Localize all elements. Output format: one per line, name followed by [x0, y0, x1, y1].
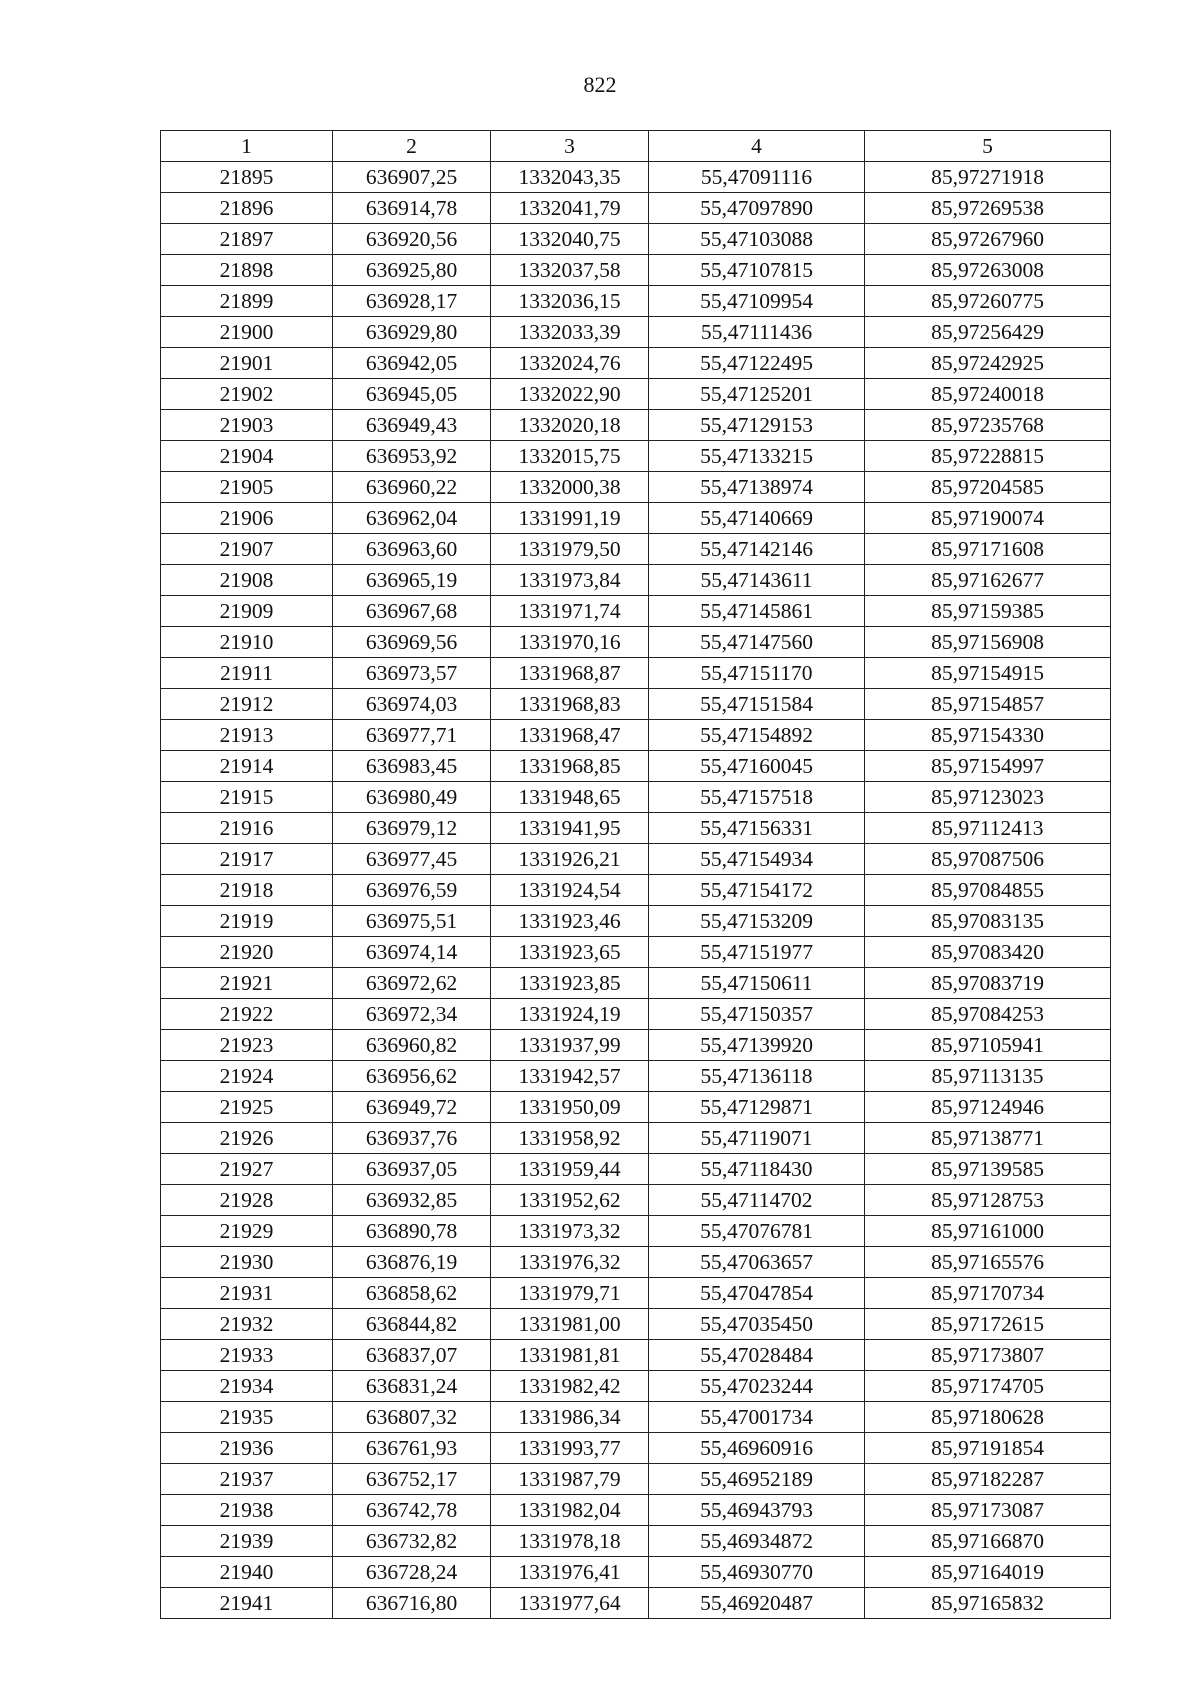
- table-row: [161, 565, 1111, 596]
- table-cell-col-1: 21904: [161, 441, 333, 472]
- table-cell-col-1: 21926: [161, 1123, 333, 1154]
- table-cell-col-2: 636960,82: [333, 1030, 491, 1061]
- table-cell-col-5: 85,97105941: [865, 1030, 1111, 1061]
- table-cell-col-3: 1331952,62: [491, 1185, 649, 1216]
- table-cell-col-3: 1331959,44: [491, 1154, 649, 1185]
- table-cell-col-4: 55,47133215: [649, 441, 865, 472]
- table-cell-col-2: 636858,62: [333, 1278, 491, 1309]
- table-row: [161, 224, 1111, 255]
- table-cell-col-4: 55,47023244: [649, 1371, 865, 1402]
- table-cell-col-4: 55,47103088: [649, 224, 865, 255]
- table-cell-col-5: 85,97242925: [865, 348, 1111, 379]
- table-cell-col-5: 85,97083719: [865, 968, 1111, 999]
- table-cell-col-3: 1331979,50: [491, 534, 649, 565]
- table-cell-col-3: 1331981,81: [491, 1340, 649, 1371]
- table-row: [161, 1278, 1111, 1309]
- table-row: [161, 813, 1111, 844]
- table-cell-col-5: 85,97172615: [865, 1309, 1111, 1340]
- table-cell-col-1: 21899: [161, 286, 333, 317]
- table-cell-col-3: 1331976,32: [491, 1247, 649, 1278]
- table-row: [161, 1588, 1111, 1619]
- table-cell-col-4: 55,47154172: [649, 875, 865, 906]
- table-cell-col-4: 55,47150357: [649, 999, 865, 1030]
- header-cell-1: 1: [161, 131, 333, 162]
- table-row: [161, 1309, 1111, 1340]
- table-cell-col-2: 636942,05: [333, 348, 491, 379]
- table-cell-col-3: 1331973,32: [491, 1216, 649, 1247]
- table-cell-col-5: 85,97154857: [865, 689, 1111, 720]
- table-cell-col-5: 85,97113135: [865, 1061, 1111, 1092]
- table-cell-col-5: 85,97228815: [865, 441, 1111, 472]
- table-row: [161, 286, 1111, 317]
- table-cell-col-4: 55,47145861: [649, 596, 865, 627]
- table-cell-col-1: 21905: [161, 472, 333, 503]
- table-cell-col-3: 1331979,71: [491, 1278, 649, 1309]
- table-cell-col-4: 55,47150611: [649, 968, 865, 999]
- table-cell-col-2: 636932,85: [333, 1185, 491, 1216]
- table-cell-col-5: 85,97123023: [865, 782, 1111, 813]
- table-cell-col-5: 85,97173807: [865, 1340, 1111, 1371]
- table-row: [161, 410, 1111, 441]
- table-row: [161, 1371, 1111, 1402]
- header-cell-3: 3: [491, 131, 649, 162]
- table-cell-col-3: 1331958,92: [491, 1123, 649, 1154]
- table-cell-col-3: 1332043,35: [491, 162, 649, 193]
- table-row: [161, 782, 1111, 813]
- table-cell-col-2: 636929,80: [333, 317, 491, 348]
- table-cell-col-3: 1332020,18: [491, 410, 649, 441]
- table-cell-col-4: 55,47157518: [649, 782, 865, 813]
- table-cell-col-1: 21907: [161, 534, 333, 565]
- table-row: [161, 193, 1111, 224]
- table-cell-col-3: 1331971,74: [491, 596, 649, 627]
- table-cell-col-4: 55,46960916: [649, 1433, 865, 1464]
- table-cell-col-3: 1331968,87: [491, 658, 649, 689]
- table-cell-col-5: 85,97240018: [865, 379, 1111, 410]
- table-cell-col-1: 21911: [161, 658, 333, 689]
- table-cell-col-1: 21938: [161, 1495, 333, 1526]
- table-cell-col-2: 636907,25: [333, 162, 491, 193]
- table-row: [161, 1340, 1111, 1371]
- table-cell-col-5: 85,97191854: [865, 1433, 1111, 1464]
- table-cell-col-1: 21936: [161, 1433, 333, 1464]
- table-row: [161, 720, 1111, 751]
- table-cell-col-1: 21927: [161, 1154, 333, 1185]
- table-cell-col-1: 21903: [161, 410, 333, 441]
- table-cell-col-2: 636956,62: [333, 1061, 491, 1092]
- table-cell-col-3: 1332041,79: [491, 193, 649, 224]
- table-cell-col-1: 21909: [161, 596, 333, 627]
- table-cell-col-2: 636937,76: [333, 1123, 491, 1154]
- table-cell-col-1: 21920: [161, 937, 333, 968]
- table-cell-col-2: 636972,34: [333, 999, 491, 1030]
- table-cell-col-5: 85,97190074: [865, 503, 1111, 534]
- table-cell-col-1: 21921: [161, 968, 333, 999]
- table-cell-col-2: 636761,93: [333, 1433, 491, 1464]
- table-cell-col-1: 21897: [161, 224, 333, 255]
- table-cell-col-4: 55,47119071: [649, 1123, 865, 1154]
- table-row: [161, 317, 1111, 348]
- table-row: [161, 1185, 1111, 1216]
- table-cell-col-5: 85,97235768: [865, 410, 1111, 441]
- table-row: [161, 1402, 1111, 1433]
- table-cell-col-3: 1331937,99: [491, 1030, 649, 1061]
- table-row: [161, 1526, 1111, 1557]
- table-cell-col-1: 21913: [161, 720, 333, 751]
- table-cell-col-5: 85,97165832: [865, 1588, 1111, 1619]
- table-cell-col-2: 636977,45: [333, 844, 491, 875]
- table-cell-col-2: 636742,78: [333, 1495, 491, 1526]
- table-cell-col-5: 85,97128753: [865, 1185, 1111, 1216]
- table-cell-col-1: 21940: [161, 1557, 333, 1588]
- table-cell-col-1: 21928: [161, 1185, 333, 1216]
- table-row: [161, 1216, 1111, 1247]
- table-cell-col-2: 636728,24: [333, 1557, 491, 1588]
- table-cell-col-4: 55,47118430: [649, 1154, 865, 1185]
- table-cell-col-3: 1331987,79: [491, 1464, 649, 1495]
- table-cell-col-2: 636963,60: [333, 534, 491, 565]
- table-cell-col-4: 55,47047854: [649, 1278, 865, 1309]
- table-cell-col-3: 1332000,38: [491, 472, 649, 503]
- table-cell-col-2: 636972,62: [333, 968, 491, 999]
- table-cell-col-5: 85,97161000: [865, 1216, 1111, 1247]
- table-cell-col-5: 85,97112413: [865, 813, 1111, 844]
- table-cell-col-5: 85,97260775: [865, 286, 1111, 317]
- table-cell-col-3: 1331970,16: [491, 627, 649, 658]
- table-cell-col-5: 85,97159385: [865, 596, 1111, 627]
- table-cell-col-4: 55,47151170: [649, 658, 865, 689]
- table-row: [161, 1433, 1111, 1464]
- table-cell-col-3: 1331941,95: [491, 813, 649, 844]
- table-row: [161, 441, 1111, 472]
- table-cell-col-4: 55,47151977: [649, 937, 865, 968]
- table-row: [161, 348, 1111, 379]
- table-cell-col-3: 1331948,65: [491, 782, 649, 813]
- table-cell-col-1: 21931: [161, 1278, 333, 1309]
- table-cell-col-4: 55,46930770: [649, 1557, 865, 1588]
- table-cell-col-3: 1331981,00: [491, 1309, 649, 1340]
- coordinates-table: [160, 130, 1111, 1619]
- table-cell-col-4: 55,47139920: [649, 1030, 865, 1061]
- table-cell-col-1: 21898: [161, 255, 333, 286]
- table-cell-col-5: 85,97154997: [865, 751, 1111, 782]
- table-cell-col-3: 1331982,04: [491, 1495, 649, 1526]
- header-row: [161, 131, 1111, 162]
- table-cell-col-1: 21930: [161, 1247, 333, 1278]
- table-cell-col-4: 55,46934872: [649, 1526, 865, 1557]
- table-cell-col-2: 636962,04: [333, 503, 491, 534]
- table-cell-col-4: 55,47063657: [649, 1247, 865, 1278]
- table-cell-col-3: 1331923,46: [491, 906, 649, 937]
- table-body: [161, 162, 1111, 1619]
- table-cell-col-1: 21935: [161, 1402, 333, 1433]
- table-cell-col-5: 85,97083420: [865, 937, 1111, 968]
- table-row: [161, 1030, 1111, 1061]
- table-cell-col-3: 1331976,41: [491, 1557, 649, 1588]
- table-cell-col-4: 55,47111436: [649, 317, 865, 348]
- table-cell-col-4: 55,47125201: [649, 379, 865, 410]
- table-cell-col-5: 85,97165576: [865, 1247, 1111, 1278]
- table-cell-col-5: 85,97139585: [865, 1154, 1111, 1185]
- table-cell-col-5: 85,97271918: [865, 162, 1111, 193]
- table-cell-col-1: 21925: [161, 1092, 333, 1123]
- table-row: [161, 1557, 1111, 1588]
- table-cell-col-4: 55,47028484: [649, 1340, 865, 1371]
- table-cell-col-1: 21922: [161, 999, 333, 1030]
- table-cell-col-3: 1331993,77: [491, 1433, 649, 1464]
- table-cell-col-1: 21918: [161, 875, 333, 906]
- table-cell-col-4: 55,47140669: [649, 503, 865, 534]
- table-cell-col-4: 55,47129871: [649, 1092, 865, 1123]
- table-cell-col-3: 1332022,90: [491, 379, 649, 410]
- table-cell-col-5: 85,97267960: [865, 224, 1111, 255]
- table-row: [161, 658, 1111, 689]
- table-cell-col-3: 1332040,75: [491, 224, 649, 255]
- table-row: [161, 1495, 1111, 1526]
- table-cell-col-3: 1332037,58: [491, 255, 649, 286]
- table-row: [161, 906, 1111, 937]
- header-cell-5: 5: [865, 131, 1111, 162]
- table-cell-col-3: 1331968,85: [491, 751, 649, 782]
- table-cell-col-1: 21916: [161, 813, 333, 844]
- table-cell-col-1: 21902: [161, 379, 333, 410]
- table-row: [161, 534, 1111, 565]
- table-cell-col-5: 85,97263008: [865, 255, 1111, 286]
- table-cell-col-5: 85,97269538: [865, 193, 1111, 224]
- table-cell-col-3: 1331986,34: [491, 1402, 649, 1433]
- table-cell-col-4: 55,46952189: [649, 1464, 865, 1495]
- table-cell-col-3: 1331973,84: [491, 565, 649, 596]
- table-cell-col-4: 55,47138974: [649, 472, 865, 503]
- table-cell-col-2: 636976,59: [333, 875, 491, 906]
- table-cell-col-4: 55,47109954: [649, 286, 865, 317]
- table-row: [161, 968, 1111, 999]
- table-cell-col-5: 85,97204585: [865, 472, 1111, 503]
- table-cell-col-1: 21939: [161, 1526, 333, 1557]
- table-cell-col-1: 21895: [161, 162, 333, 193]
- table-cell-col-2: 636876,19: [333, 1247, 491, 1278]
- table-row: [161, 1464, 1111, 1495]
- table-cell-col-1: 21914: [161, 751, 333, 782]
- table-cell-col-3: 1331924,54: [491, 875, 649, 906]
- table-row: [161, 937, 1111, 968]
- table-cell-col-2: 636979,12: [333, 813, 491, 844]
- table-cell-col-1: 21941: [161, 1588, 333, 1619]
- table-cell-col-1: 21934: [161, 1371, 333, 1402]
- table-cell-col-2: 636960,22: [333, 472, 491, 503]
- table-cell-col-4: 55,47122495: [649, 348, 865, 379]
- table-cell-col-4: 55,47160045: [649, 751, 865, 782]
- table-cell-col-4: 55,47001734: [649, 1402, 865, 1433]
- table-row: [161, 844, 1111, 875]
- table-cell-col-4: 55,47114702: [649, 1185, 865, 1216]
- table-cell-col-5: 85,97154330: [865, 720, 1111, 751]
- table-cell-col-2: 636974,14: [333, 937, 491, 968]
- table-cell-col-5: 85,97084855: [865, 875, 1111, 906]
- table-cell-col-5: 85,97182287: [865, 1464, 1111, 1495]
- header-cell-2: 2: [333, 131, 491, 162]
- table-cell-col-3: 1331923,85: [491, 968, 649, 999]
- table-cell-col-4: 55,47129153: [649, 410, 865, 441]
- table-cell-col-5: 85,97087506: [865, 844, 1111, 875]
- table-cell-col-4: 55,47153209: [649, 906, 865, 937]
- table-cell-col-3: 1331942,57: [491, 1061, 649, 1092]
- table-cell-col-4: 55,47035450: [649, 1309, 865, 1340]
- table-cell-col-5: 85,97124946: [865, 1092, 1111, 1123]
- table-cell-col-2: 636716,80: [333, 1588, 491, 1619]
- table-cell-col-1: 21908: [161, 565, 333, 596]
- table-row: [161, 875, 1111, 906]
- table-row: [161, 689, 1111, 720]
- table-cell-col-3: 1331991,19: [491, 503, 649, 534]
- table-cell-col-3: 1331978,18: [491, 1526, 649, 1557]
- table-cell-col-4: 55,46920487: [649, 1588, 865, 1619]
- table-row: [161, 472, 1111, 503]
- table-cell-col-2: 636965,19: [333, 565, 491, 596]
- table-cell-col-5: 85,97083135: [865, 906, 1111, 937]
- table-row: [161, 1061, 1111, 1092]
- table-cell-col-5: 85,97174705: [865, 1371, 1111, 1402]
- table-cell-col-2: 636752,17: [333, 1464, 491, 1495]
- table-cell-col-1: 21917: [161, 844, 333, 875]
- table-cell-col-2: 636977,71: [333, 720, 491, 751]
- table-cell-col-4: 55,47142146: [649, 534, 865, 565]
- table-cell-col-1: 21912: [161, 689, 333, 720]
- table-cell-col-5: 85,97138771: [865, 1123, 1111, 1154]
- table-cell-col-5: 85,97171608: [865, 534, 1111, 565]
- table-cell-col-3: 1331926,21: [491, 844, 649, 875]
- table-cell-col-1: 21929: [161, 1216, 333, 1247]
- table-cell-col-2: 636732,82: [333, 1526, 491, 1557]
- table-cell-col-1: 21900: [161, 317, 333, 348]
- table-cell-col-3: 1331977,64: [491, 1588, 649, 1619]
- table-cell-col-5: 85,97256429: [865, 317, 1111, 348]
- table-cell-col-3: 1332015,75: [491, 441, 649, 472]
- table-row: [161, 1092, 1111, 1123]
- table-cell-col-2: 636949,72: [333, 1092, 491, 1123]
- table-cell-col-3: 1331924,19: [491, 999, 649, 1030]
- table-cell-col-2: 636844,82: [333, 1309, 491, 1340]
- table-cell-col-2: 636937,05: [333, 1154, 491, 1185]
- table-row: [161, 627, 1111, 658]
- table-cell-col-1: 21923: [161, 1030, 333, 1061]
- table-cell-col-2: 636975,51: [333, 906, 491, 937]
- table-cell-col-2: 636925,80: [333, 255, 491, 286]
- table-cell-col-2: 636914,78: [333, 193, 491, 224]
- table-cell-col-5: 85,97164019: [865, 1557, 1111, 1588]
- table-cell-col-3: 1331968,83: [491, 689, 649, 720]
- table-cell-col-2: 636980,49: [333, 782, 491, 813]
- table-cell-col-3: 1331923,65: [491, 937, 649, 968]
- table-cell-col-3: 1332033,39: [491, 317, 649, 348]
- table-row: [161, 596, 1111, 627]
- table-cell-col-4: 55,47143611: [649, 565, 865, 596]
- table-cell-col-2: 636807,32: [333, 1402, 491, 1433]
- table-row: [161, 379, 1111, 410]
- table-cell-col-2: 636920,56: [333, 224, 491, 255]
- table-cell-col-3: 1331968,47: [491, 720, 649, 751]
- table-cell-col-4: 55,46943793: [649, 1495, 865, 1526]
- table-cell-col-4: 55,47151584: [649, 689, 865, 720]
- table-cell-col-2: 636945,05: [333, 379, 491, 410]
- table-cell-col-4: 55,47154934: [649, 844, 865, 875]
- table-row: [161, 751, 1111, 782]
- table-header: [161, 131, 1111, 162]
- table-cell-col-5: 85,97170734: [865, 1278, 1111, 1309]
- table-cell-col-1: 21901: [161, 348, 333, 379]
- table-cell-col-4: 55,47156331: [649, 813, 865, 844]
- table-cell-col-2: 636967,68: [333, 596, 491, 627]
- table-cell-col-4: 55,47147560: [649, 627, 865, 658]
- table-row: [161, 1123, 1111, 1154]
- table-cell-col-3: 1332024,76: [491, 348, 649, 379]
- table-cell-col-1: 21932: [161, 1309, 333, 1340]
- table-cell-col-5: 85,97166870: [865, 1526, 1111, 1557]
- table-cell-col-4: 55,47154892: [649, 720, 865, 751]
- table-cell-col-2: 636969,56: [333, 627, 491, 658]
- table-cell-col-4: 55,47136118: [649, 1061, 865, 1092]
- table-cell-col-5: 85,97154915: [865, 658, 1111, 689]
- header-cell-4: 4: [649, 131, 865, 162]
- table-cell-col-4: 55,47097890: [649, 193, 865, 224]
- table-cell-col-5: 85,97180628: [865, 1402, 1111, 1433]
- table-cell-col-1: 21906: [161, 503, 333, 534]
- table-cell-col-1: 21896: [161, 193, 333, 224]
- table-cell-col-1: 21919: [161, 906, 333, 937]
- table-cell-col-4: 55,47091116: [649, 162, 865, 193]
- table-cell-col-5: 85,97173087: [865, 1495, 1111, 1526]
- table-cell-col-1: 21933: [161, 1340, 333, 1371]
- table-cell-col-3: 1331982,42: [491, 1371, 649, 1402]
- table-row: [161, 1154, 1111, 1185]
- table-row: [161, 162, 1111, 193]
- table-row: [161, 503, 1111, 534]
- table-cell-col-5: 85,97162677: [865, 565, 1111, 596]
- table-cell-col-4: 55,47107815: [649, 255, 865, 286]
- table-cell-col-4: 55,47076781: [649, 1216, 865, 1247]
- table-cell-col-1: 21924: [161, 1061, 333, 1092]
- table-cell-col-5: 85,97084253: [865, 999, 1111, 1030]
- table-cell-col-3: 1331950,09: [491, 1092, 649, 1123]
- table-row: [161, 255, 1111, 286]
- table-cell-col-2: 636949,43: [333, 410, 491, 441]
- table-cell-col-2: 636983,45: [333, 751, 491, 782]
- table-cell-col-2: 636928,17: [333, 286, 491, 317]
- table-cell-col-5: 85,97156908: [865, 627, 1111, 658]
- table-cell-col-2: 636973,57: [333, 658, 491, 689]
- table-cell-col-2: 636890,78: [333, 1216, 491, 1247]
- page-number: 822: [583, 72, 617, 97]
- table-cell-col-2: 636831,24: [333, 1371, 491, 1402]
- table-cell-col-2: 636974,03: [333, 689, 491, 720]
- table-cell-col-1: 21937: [161, 1464, 333, 1495]
- table-cell-col-3: 1332036,15: [491, 286, 649, 317]
- table-cell-col-1: 21915: [161, 782, 333, 813]
- table-cell-col-2: 636953,92: [333, 441, 491, 472]
- table-row: [161, 1247, 1111, 1278]
- table-row: [161, 999, 1111, 1030]
- table-cell-col-1: 21910: [161, 627, 333, 658]
- table-cell-col-2: 636837,07: [333, 1340, 491, 1371]
